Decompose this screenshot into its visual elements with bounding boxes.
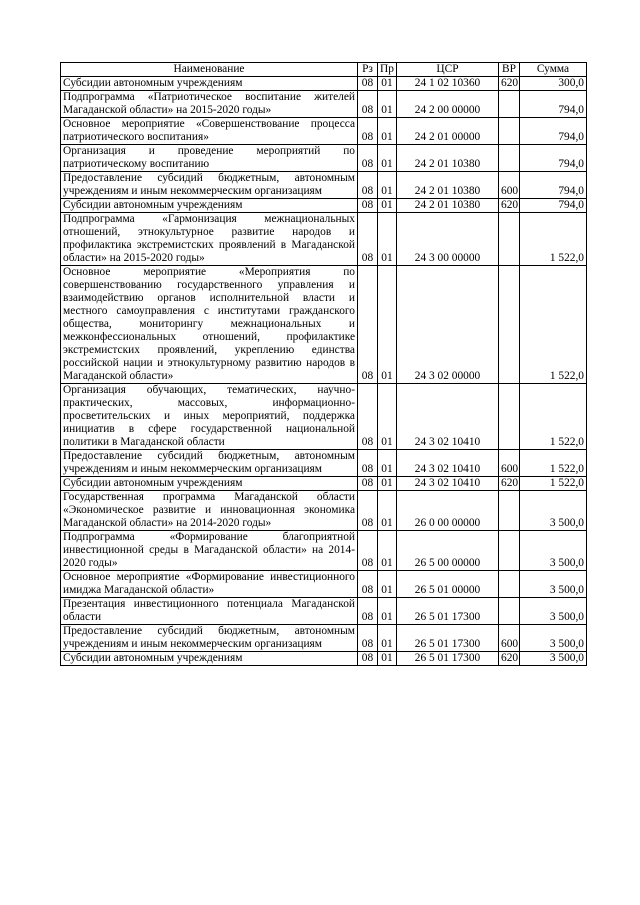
cell-name: Государственная программа Магаданской области «Экономическое развитие и инновационная экономика Магаданской области» на 2014-2020 годы» <box>61 491 358 531</box>
cell-sum: 794,0 <box>520 199 587 213</box>
table-row <box>61 491 587 531</box>
cell-csr: 26 5 00 00000 <box>397 531 499 571</box>
header-csr: ЦСР <box>397 63 499 77</box>
cell-csr: 26 5 01 00000 <box>397 571 499 598</box>
cell-csr: 24 2 01 10380 <box>397 172 499 199</box>
cell-rz: 08 <box>358 477 378 491</box>
cell-sum: 1 522,0 <box>520 450 587 477</box>
cell-csr: 24 2 01 10380 <box>397 199 499 213</box>
cell-pr: 01 <box>378 266 397 384</box>
cell-rz: 08 <box>358 598 378 625</box>
cell-name: Подпрограмма «Патриотическое воспитание жителей Магаданской области» на 2015-2020 годы» <box>61 91 358 118</box>
cell-name: Предоставление субсидий бюджетным, автономным учреждениям и иным некоммерческим организациям <box>61 450 358 477</box>
cell-sum: 3 500,0 <box>520 625 587 652</box>
table-row <box>61 531 587 571</box>
cell-name: Подпрограмма «Гармонизация межнациональных отношений, этнокультурное развитие народов и профилактика экстремистских проявлений в Магаданской области» на 2015-2020 годы» <box>61 213 358 266</box>
table-row <box>61 450 587 477</box>
cell-pr: 01 <box>378 91 397 118</box>
cell-rz: 08 <box>358 145 378 172</box>
table-header-row <box>61 63 587 77</box>
cell-rz: 08 <box>358 531 378 571</box>
table-row <box>61 266 587 384</box>
cell-rz: 08 <box>358 491 378 531</box>
cell-sum: 3 500,0 <box>520 571 587 598</box>
cell-vr <box>499 266 520 384</box>
table-body <box>61 77 587 666</box>
cell-sum: 3 500,0 <box>520 491 587 531</box>
cell-csr: 26 0 00 00000 <box>397 491 499 531</box>
cell-vr: 620 <box>499 77 520 91</box>
cell-name: Основное мероприятие «Формирование инвестиционного имиджа Магаданской области» <box>61 571 358 598</box>
table-row <box>61 145 587 172</box>
cell-vr: 600 <box>499 172 520 199</box>
cell-pr: 01 <box>378 477 397 491</box>
cell-rz: 08 <box>358 91 378 118</box>
header-sum: Сумма <box>520 63 587 77</box>
cell-csr: 26 5 01 17300 <box>397 625 499 652</box>
cell-csr: 24 2 01 10380 <box>397 145 499 172</box>
cell-csr: 24 2 00 00000 <box>397 91 499 118</box>
document-page <box>60 62 586 666</box>
cell-rz: 08 <box>358 172 378 199</box>
cell-sum: 794,0 <box>520 172 587 199</box>
table-row <box>61 477 587 491</box>
table-row <box>61 598 587 625</box>
cell-vr: 600 <box>499 625 520 652</box>
cell-sum: 300,0 <box>520 77 587 91</box>
budget-table <box>60 62 587 666</box>
cell-name: Предоставление субсидий бюджетным, автономным учреждениям и иным некоммерческим организациям <box>61 172 358 199</box>
cell-sum: 794,0 <box>520 91 587 118</box>
cell-pr: 01 <box>378 531 397 571</box>
table-row <box>61 91 587 118</box>
cell-csr: 24 3 00 00000 <box>397 213 499 266</box>
cell-sum: 1 522,0 <box>520 266 587 384</box>
cell-vr <box>499 491 520 531</box>
cell-pr: 01 <box>378 199 397 213</box>
table-row <box>61 625 587 652</box>
cell-name: Предоставление субсидий бюджетным, автономным учреждениям и иным некоммерческим организациям <box>61 625 358 652</box>
table-row <box>61 213 587 266</box>
cell-vr <box>499 91 520 118</box>
cell-pr: 01 <box>378 172 397 199</box>
cell-csr: 24 2 01 00000 <box>397 118 499 145</box>
cell-sum: 3 500,0 <box>520 598 587 625</box>
cell-rz: 08 <box>358 625 378 652</box>
header-vr: ВР <box>499 63 520 77</box>
table-row <box>61 652 587 666</box>
cell-name: Презентация инвестиционного потенциала Магаданской области <box>61 598 358 625</box>
cell-vr <box>499 598 520 625</box>
cell-rz: 08 <box>358 450 378 477</box>
cell-pr: 01 <box>378 77 397 91</box>
table-row <box>61 77 587 91</box>
cell-name: Подпрограмма «Формирование благоприятной инвестиционной среды в Магаданской области» на 2014-2020 годы» <box>61 531 358 571</box>
cell-name: Организация обучающих, тематических, научно-практических, массовых, информационно-просветительских и иных мероприятий, поддержка инициатив в сфере государственной национальной политики в Магаданской области <box>61 384 358 450</box>
cell-name: Основное мероприятие «Мероприятия по совершенствованию государственного управления и взаимодействию органов исполнительной власти и местного самоуправления с институтами гражданского общества, мониторингу межнациональных и межконфессиональных отношений, профилактике экстремистских проявлений, укреплению единства российской нации и этнокультурному развитию народов в Магаданской области» <box>61 266 358 384</box>
cell-pr: 01 <box>378 571 397 598</box>
cell-vr <box>499 213 520 266</box>
cell-name: Субсидии автономным учреждениям <box>61 77 358 91</box>
header-name: Наименование <box>61 63 358 77</box>
cell-vr: 620 <box>499 652 520 666</box>
cell-pr: 01 <box>378 625 397 652</box>
cell-rz: 08 <box>358 199 378 213</box>
cell-csr: 24 3 02 10410 <box>397 477 499 491</box>
table-row <box>61 384 587 450</box>
cell-pr: 01 <box>378 213 397 266</box>
table-row <box>61 571 587 598</box>
cell-pr: 01 <box>378 598 397 625</box>
cell-pr: 01 <box>378 491 397 531</box>
cell-vr: 620 <box>499 477 520 491</box>
cell-csr: 24 1 02 10360 <box>397 77 499 91</box>
table-row <box>61 118 587 145</box>
cell-pr: 01 <box>378 384 397 450</box>
cell-name: Субсидии автономным учреждениям <box>61 199 358 213</box>
cell-name: Субсидии автономным учреждениям <box>61 477 358 491</box>
cell-vr: 600 <box>499 450 520 477</box>
cell-sum: 1 522,0 <box>520 384 587 450</box>
cell-rz: 08 <box>358 118 378 145</box>
header-rz: Рз <box>358 63 378 77</box>
cell-csr: 26 5 01 17300 <box>397 652 499 666</box>
cell-rz: 08 <box>358 384 378 450</box>
cell-pr: 01 <box>378 145 397 172</box>
cell-csr: 24 3 02 00000 <box>397 266 499 384</box>
table-row <box>61 199 587 213</box>
cell-pr: 01 <box>378 118 397 145</box>
cell-csr: 26 5 01 17300 <box>397 598 499 625</box>
cell-vr <box>499 384 520 450</box>
cell-name: Субсидии автономным учреждениям <box>61 652 358 666</box>
cell-sum: 3 500,0 <box>520 652 587 666</box>
cell-vr <box>499 145 520 172</box>
cell-sum: 1 522,0 <box>520 213 587 266</box>
cell-csr: 24 3 02 10410 <box>397 384 499 450</box>
cell-vr <box>499 118 520 145</box>
cell-csr: 24 3 02 10410 <box>397 450 499 477</box>
cell-vr <box>499 531 520 571</box>
cell-rz: 08 <box>358 266 378 384</box>
cell-rz: 08 <box>358 652 378 666</box>
cell-rz: 08 <box>358 77 378 91</box>
cell-pr: 01 <box>378 652 397 666</box>
cell-vr: 620 <box>499 199 520 213</box>
cell-sum: 1 522,0 <box>520 477 587 491</box>
cell-sum: 794,0 <box>520 145 587 172</box>
header-pr: Пр <box>378 63 397 77</box>
cell-name: Организация и проведение мероприятий по патриотическому воспитанию <box>61 145 358 172</box>
cell-pr: 01 <box>378 450 397 477</box>
cell-sum: 3 500,0 <box>520 531 587 571</box>
table-row <box>61 172 587 199</box>
cell-name: Основное мероприятие «Совершенствование процесса патриотического воспитания» <box>61 118 358 145</box>
cell-sum: 794,0 <box>520 118 587 145</box>
cell-rz: 08 <box>358 213 378 266</box>
cell-rz: 08 <box>358 571 378 598</box>
cell-vr <box>499 571 520 598</box>
